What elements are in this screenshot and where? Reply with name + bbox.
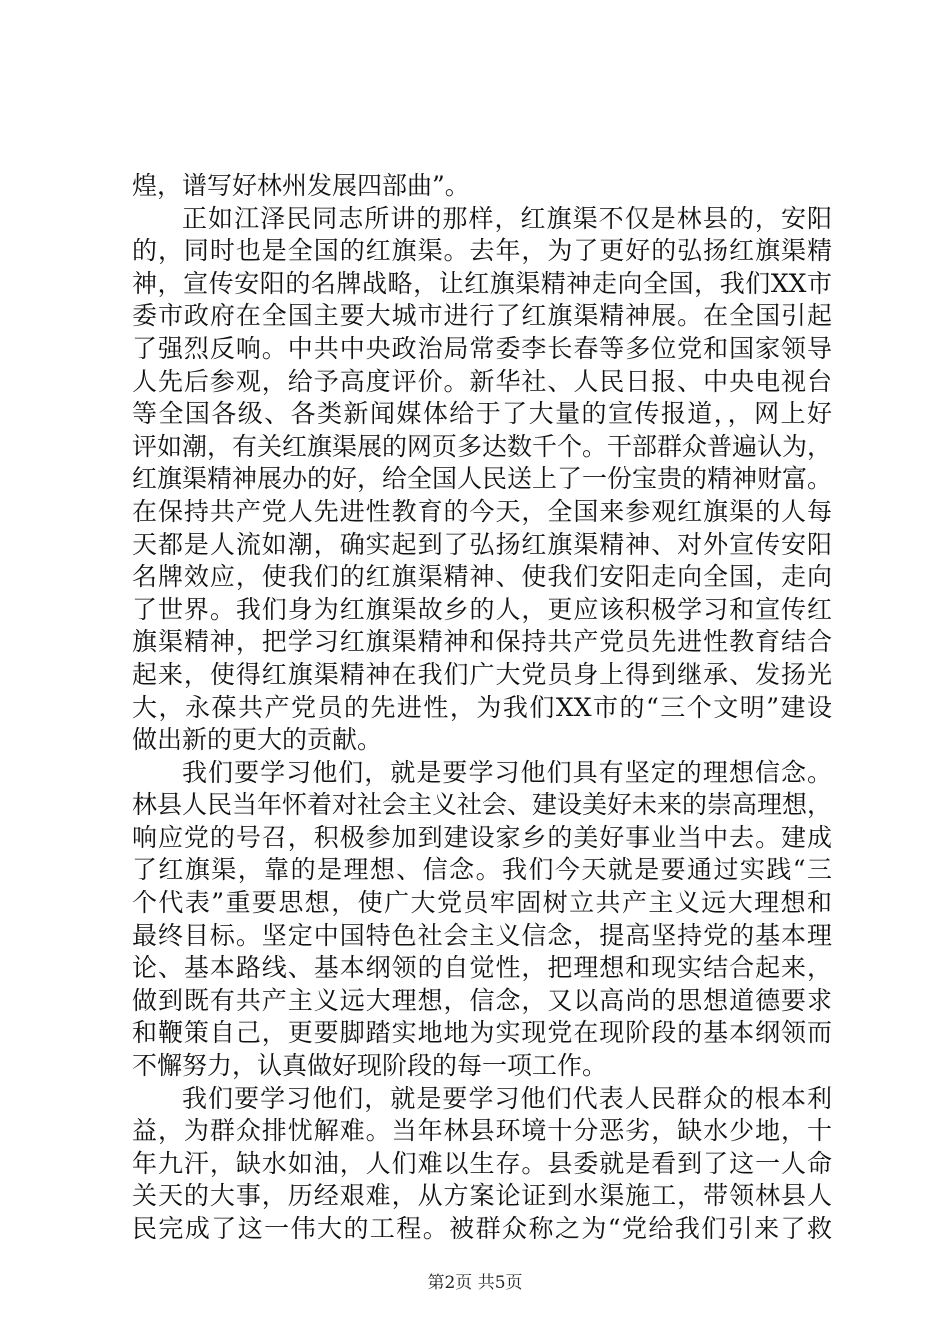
text-line: 等全国各级、各类新闻媒体给于了大量的宣传报道，，网上好 — [132, 399, 832, 429]
text-line: 的，同时也是全国的红旗渠。去年，为了更好的弘扬红旗渠精 — [132, 236, 832, 266]
text-line: 评如潮，有关红旗渠展的网页多达数千个。干部群众普遍认为， — [132, 431, 832, 461]
paragraph-2 — [132, 203, 832, 757]
text-line: 旗渠精神，把学习红旗渠精神和保持共产党员先进性教育结合 — [132, 627, 832, 657]
text-line: 益，为群众排忧解难。当年林县环境十分恶劣，缺水少地，十 — [132, 1116, 832, 1146]
paragraph-3 — [132, 757, 832, 1083]
text-line: 神，宣传安阳的名牌战略，让红旗渠精神走向全国，我们XX市 — [132, 268, 832, 298]
text-line: 煌，谱写好林州发展四部曲”。 — [132, 171, 470, 200]
text-line: 不懈努力，认真做好现阶段的每一项工作。 — [132, 1051, 608, 1081]
text-line: 大，永葆共产党员的先进性，为我们XX市的“三个文明”建设 — [132, 692, 832, 722]
text-line: 名牌效应，使我们的红旗渠精神、使我们安阳走向全国，走向 — [132, 562, 832, 592]
body-text — [132, 170, 832, 1246]
text-line: 年九汗，缺水如油，人们难以生存。县委就是看到了这一人命 — [132, 1148, 832, 1178]
text-line: 了强烈反响。中共中央政治局常委李长春等多位党和国家领导 — [132, 333, 832, 363]
text-line: 论、基本路线、基本纲领的自觉性，把理想和现实结合起来， — [132, 953, 832, 983]
text-line: 红旗渠精神展办的好，给全国人民送上了一份宝贵的精神财富。 — [132, 464, 832, 494]
text-line: 我们要学习他们，就是要学习他们代表人民群众的根本利 — [182, 1083, 832, 1113]
paragraph-1 — [132, 170, 832, 203]
text-line: 天都是人流如潮，确实起到了弘扬红旗渠精神、对外宣传安阳 — [132, 529, 832, 559]
text-line: 做到既有共产主义远大理想，信念，又以高尚的思想道德要求 — [132, 985, 832, 1015]
text-line: 了世界。我们身为红旗渠故乡的人，更应该积极学习和宣传红 — [132, 594, 832, 624]
text-line: 委市政府在全国主要大城市进行了红旗渠精神展。在全国引起 — [132, 301, 832, 331]
text-line: 响应党的号召，积极参加到建设家乡的美好事业当中去。建成 — [132, 822, 832, 852]
text-line: 起来，使得红旗渠精神在我们广大党员身上得到继承、发扬光 — [132, 659, 832, 689]
text-line: 林县人民当年怀着对社会主义社会、建设美好未来的崇高理想， — [132, 790, 832, 820]
paragraph-4 — [132, 1083, 832, 1246]
text-line: 民完成了这一伟大的工程。被群众称之为“党给我们引来了救 — [132, 1214, 832, 1243]
text-line: 我们要学习他们，就是要学习他们具有坚定的理想信念。 — [182, 757, 832, 787]
text-line: 关天的大事，历经艰难，从方案论证到水渠施工，带领林县人 — [132, 1181, 832, 1211]
page-number: 第2页 共5页 — [427, 1273, 523, 1293]
text-line: 人先后参观，给予高度评价。新华社、人民日报、中央电视台 — [132, 366, 832, 396]
text-line: 最终目标。坚定中国特色社会主义信念，提高坚持党的基本理 — [132, 920, 832, 950]
text-line: 个代表”重要思想，使广大党员牢固树立共产主义远大理想和 — [132, 888, 832, 918]
text-line: 和鞭策自己，更要脚踏实地地为实现党在现阶段的基本纲领而 — [132, 1018, 832, 1048]
text-line: 了红旗渠，靠的是理想、信念。我们今天就是要通过实践“三 — [132, 855, 832, 885]
text-line: 在保持共产党人先进性教育的今天，全国来参观红旗渠的人每 — [132, 496, 832, 526]
text-line: 正如江泽民同志所讲的那样，红旗渠不仅是林县的，安阳 — [182, 203, 832, 233]
text-line: 做出新的更大的贡献。 — [132, 725, 383, 755]
